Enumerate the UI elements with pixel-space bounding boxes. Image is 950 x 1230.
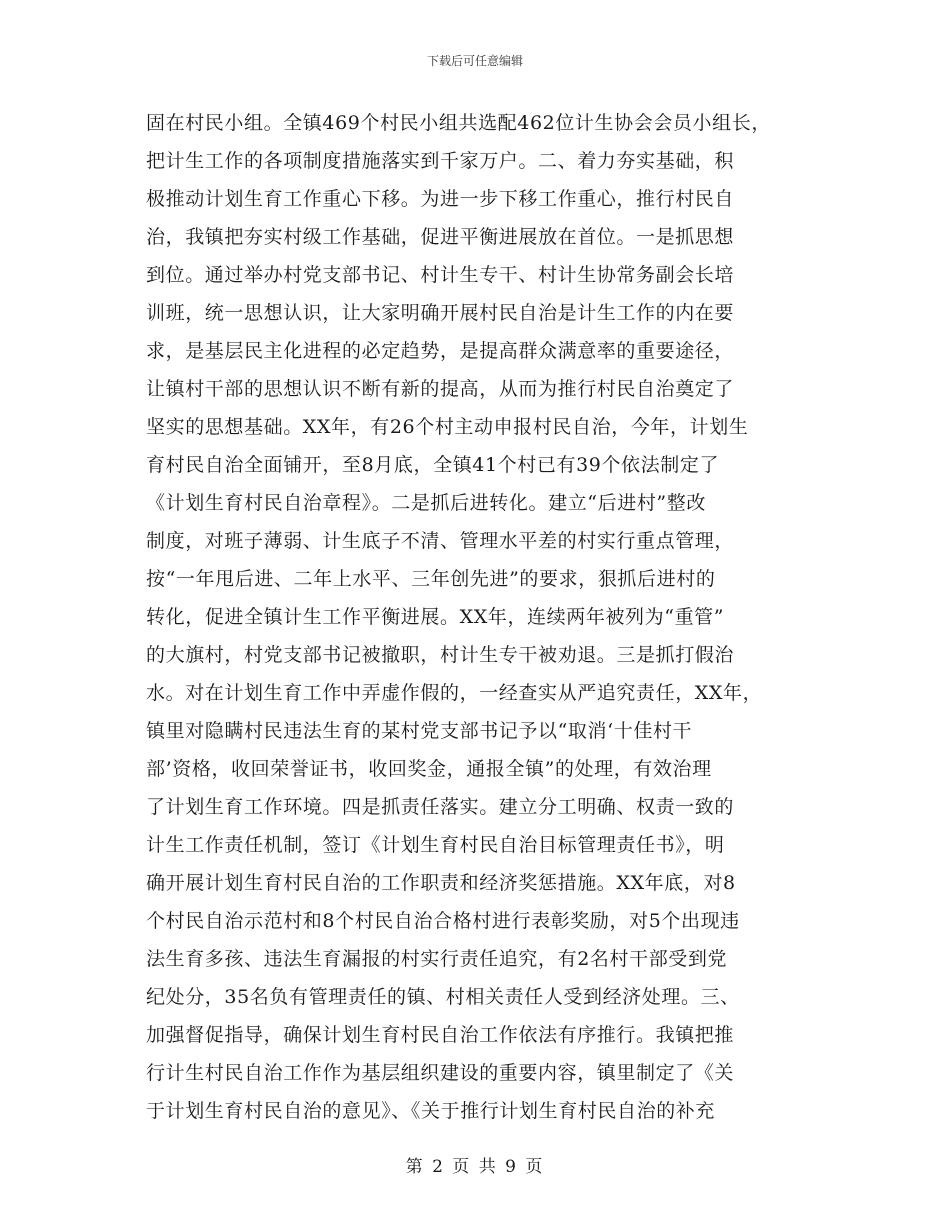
- body-line: 转化，促进全镇计生工作平衡进展。XX年，连续两年被列为“重管”: [146, 606, 725, 628]
- body-line: 到位。通过举办村党支部书记、村计生专干、村计生协常务副会长培: [146, 264, 735, 286]
- body-line: 固在村民小组。全镇469个村民小组共选配462位计生协会会员小组长，: [146, 112, 771, 134]
- page-header: 下载后可任意编辑: [426, 54, 523, 68]
- body-line: 镇里对隐瞒村民违法生育的某村党支部书记予以“取消‘十佳村干: [146, 720, 693, 742]
- document-body: [146, 104, 826, 1130]
- body-line: 极推动计划生育工作重心下移。为进一步下移工作重心，推行村民自: [146, 188, 735, 210]
- body-line: 把计生工作的各项制度措施落实到千家万户。二、着力夯实基础，积: [146, 150, 735, 172]
- body-line: 让镇村干部的思想认识不断有新的提高，从而为推行村民自治奠定了: [146, 378, 735, 400]
- body-line: 按“一年甩后进、二年上水平、三年创先进”的要求，狠抓后进村的: [146, 568, 716, 590]
- body-line: 纪处分，35名负有管理责任的镇、村相关责任人受到经济处理。三、: [146, 986, 740, 1008]
- body-line: 水。对在计划生育工作中弄虚作假的，一经查实从严追究责任，XX年，: [146, 682, 763, 704]
- body-line: 计生工作责任机制，签订《计划生育村民自治目标管理责任书》，明: [146, 834, 725, 856]
- body-line: 制度，对班子薄弱、计生底子不清、管理水平差的村实行重点管理，: [146, 530, 735, 552]
- body-line: 部’资格，收回荣誉证书，收回奖金，通报全镇”的处理，有效治理: [146, 758, 712, 780]
- body-line: 的大旗村，村党支部书记被撤职，村计生专干被劝退。三是抓打假治: [146, 644, 735, 666]
- body-line: 法生育多孩、违法生育漏报的村实行责任追究，有2名村干部受到党: [146, 948, 728, 970]
- body-line: 行计生村民自治工作作为基层组织建设的重要内容，镇里制定了《关: [146, 1062, 735, 1084]
- body-line: 育村民自治全面铺开，至8月底，全镇41个村已有39个依法制定了: [146, 454, 720, 476]
- body-line: 治，我镇把夯实村级工作基础，促进平衡进展放在首位。一是抓思想: [146, 226, 735, 248]
- body-line: 训班，统一思想认识，让大家明确开展村民自治是计生工作的内在要: [146, 302, 735, 324]
- body-line: 了计划生育工作环境。四是抓责任落实。建立分工明确、权责一致的: [146, 796, 735, 818]
- body-line: 个村民自治示范村和8个村民自治合格村进行表彰奖励，对5个出现违: [146, 910, 740, 932]
- body-line: 《计划生育村民自治章程》。二是抓后进转化。建立“后进村”整改: [146, 492, 706, 514]
- page-number-footer: 第 2 页 共 9 页: [405, 1157, 545, 1177]
- body-line: 确开展计划生育村民自治的工作职责和经济奖惩措施。XX年底，对8: [146, 872, 736, 894]
- body-line: 求，是基层民主化进程的必定趋势，是提高群众满意率的重要途径，: [146, 340, 735, 362]
- body-line: 加强督促指导，确保计划生育村民自治工作依法有序推行。我镇把推: [146, 1024, 735, 1046]
- body-line: 坚实的思想基础。XX年，有26个村主动申报村民自治，今年，计划生: [146, 416, 749, 438]
- body-line: 于计划生育村民自治的意见》、《关于推行计划生育村民自治的补充: [146, 1100, 716, 1122]
